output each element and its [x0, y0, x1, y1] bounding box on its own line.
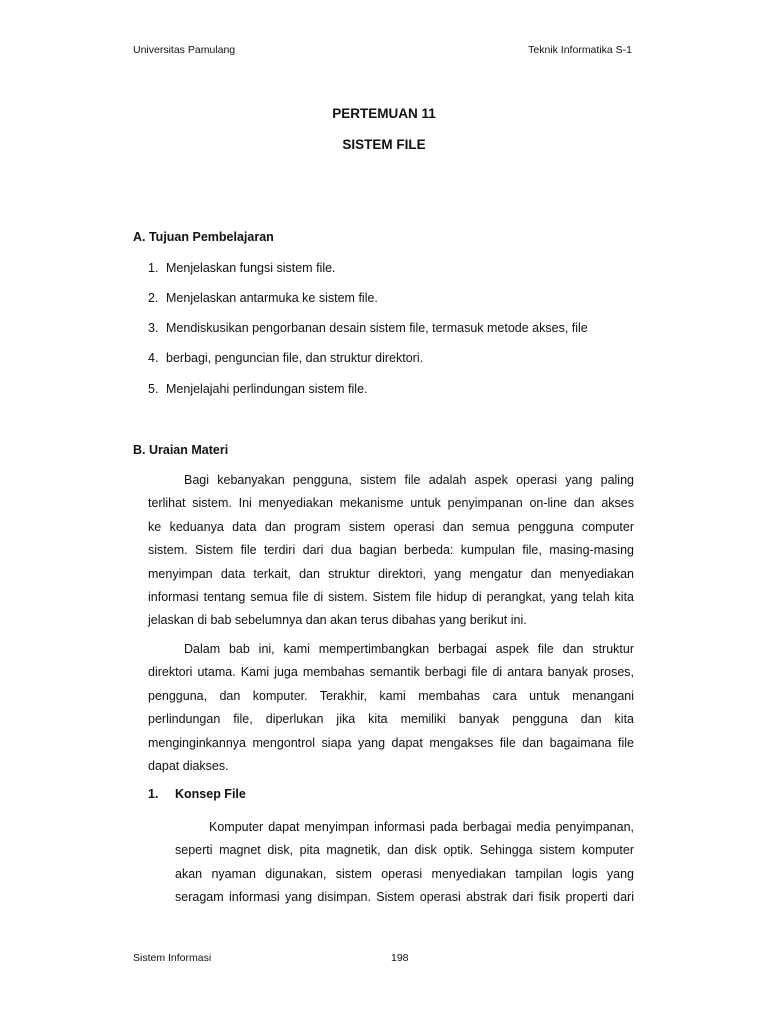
objective-number: 1. [148, 261, 159, 275]
objective-number: 4. [148, 351, 159, 365]
header-program: Teknik Informatika S-1 [528, 44, 632, 56]
paragraph-line: perlindungan file, diperlukan jika kita memiliki banyak pengguna dan kita [148, 712, 634, 727]
footer-course: Sistem Informasi [133, 952, 212, 964]
paragraph-line: terlihat sistem. Ini menyediakan mekanisme untuk penyimpanan on-line dan akses [148, 496, 634, 511]
paragraph-line: menyimpan data terkait, dan struktur direktori, yang mengatur dan menyediakan [148, 566, 634, 581]
objective-number: 5. [148, 382, 159, 396]
objective-text: Menjelaskan fungsi sistem file. [166, 261, 336, 275]
paragraph-chapter-scope [148, 638, 634, 778]
header-university: Universitas Pamulang [133, 44, 236, 56]
objective-item [148, 321, 588, 335]
subsection-title: Konsep File [175, 787, 246, 801]
paragraph-line: jelaskan di bab sebelumnya dan akan terus dibahas yang berikut ini. [148, 613, 527, 628]
objective-item [148, 291, 378, 305]
paragraph-line: Dalam bab ini, kami mempertimbangkan berbagai aspek file dan struktur [184, 642, 634, 656]
paragraph-intro [148, 469, 634, 633]
paragraph-line: Komputer dapat menyimpan informasi pada berbagai media penyimpanan, [209, 820, 634, 834]
objective-number: 2. [148, 291, 159, 305]
page-number: 198 [391, 952, 409, 964]
paragraph-line: seperti magnet disk, pita magnetik, dan disk optik. Sehingga sistem komputer [175, 843, 634, 858]
section-a-heading: A. Tujuan Pembelajaran [133, 230, 274, 244]
objective-text: Menjelajahi perlindungan sistem file. [166, 382, 368, 396]
paragraph-line: informasi tentang semua file di sistem. Sistem file hidup di perangkat, yang telah kita [148, 589, 634, 604]
section-b-heading: B. Uraian Materi [133, 443, 229, 457]
paragraph-line: menginginkannya mengontrol siapa yang dapat mengakses file dan bagaimana file [148, 735, 634, 750]
paragraph-file-concept [175, 816, 634, 910]
objective-text: Menjelaskan antarmuka ke sistem file. [166, 291, 378, 305]
subsection-number: 1. [148, 787, 159, 801]
objective-item [148, 261, 336, 275]
paragraph-line: dapat diakses. [148, 758, 229, 773]
paragraph-line: ke keduanya data dan program sistem operasi dan semua pengguna computer [148, 519, 634, 534]
paragraph-line: sistem. Sistem file terdiri dari dua bagian berbeda: kumpulan file, masing-masing [148, 543, 634, 558]
chapter-title: SISTEM FILE [342, 137, 426, 152]
paragraph-line: Bagi kebanyakan pengguna, sistem file adalah aspek operasi yang paling [184, 473, 634, 487]
objective-text: berbagi, penguncian file, dan struktur direktori. [166, 351, 424, 365]
objective-number: 3. [148, 321, 159, 335]
meeting-title: PERTEMUAN 11 [332, 106, 436, 121]
objective-text: Mendiskusikan pengorbanan desain sistem file, termasuk metode akses, file [166, 321, 588, 335]
subsection-heading [148, 787, 246, 801]
paragraph-line: akan nyaman digunakan, sistem operasi menyediakan tampilan logis yang [175, 866, 634, 881]
paragraph-line: direktori utama. Kami juga membahas semantik berbagi file di antara banyak proses, [148, 665, 634, 680]
paragraph-line: pengguna, dan komputer. Terakhir, kami membahas cara untuk menangani [148, 688, 634, 703]
objective-item [148, 382, 368, 396]
paragraph-line: seragam informasi yang disimpan. Sistem operasi abstrak dari fisik properti dari [175, 890, 634, 905]
objective-item [148, 351, 423, 365]
